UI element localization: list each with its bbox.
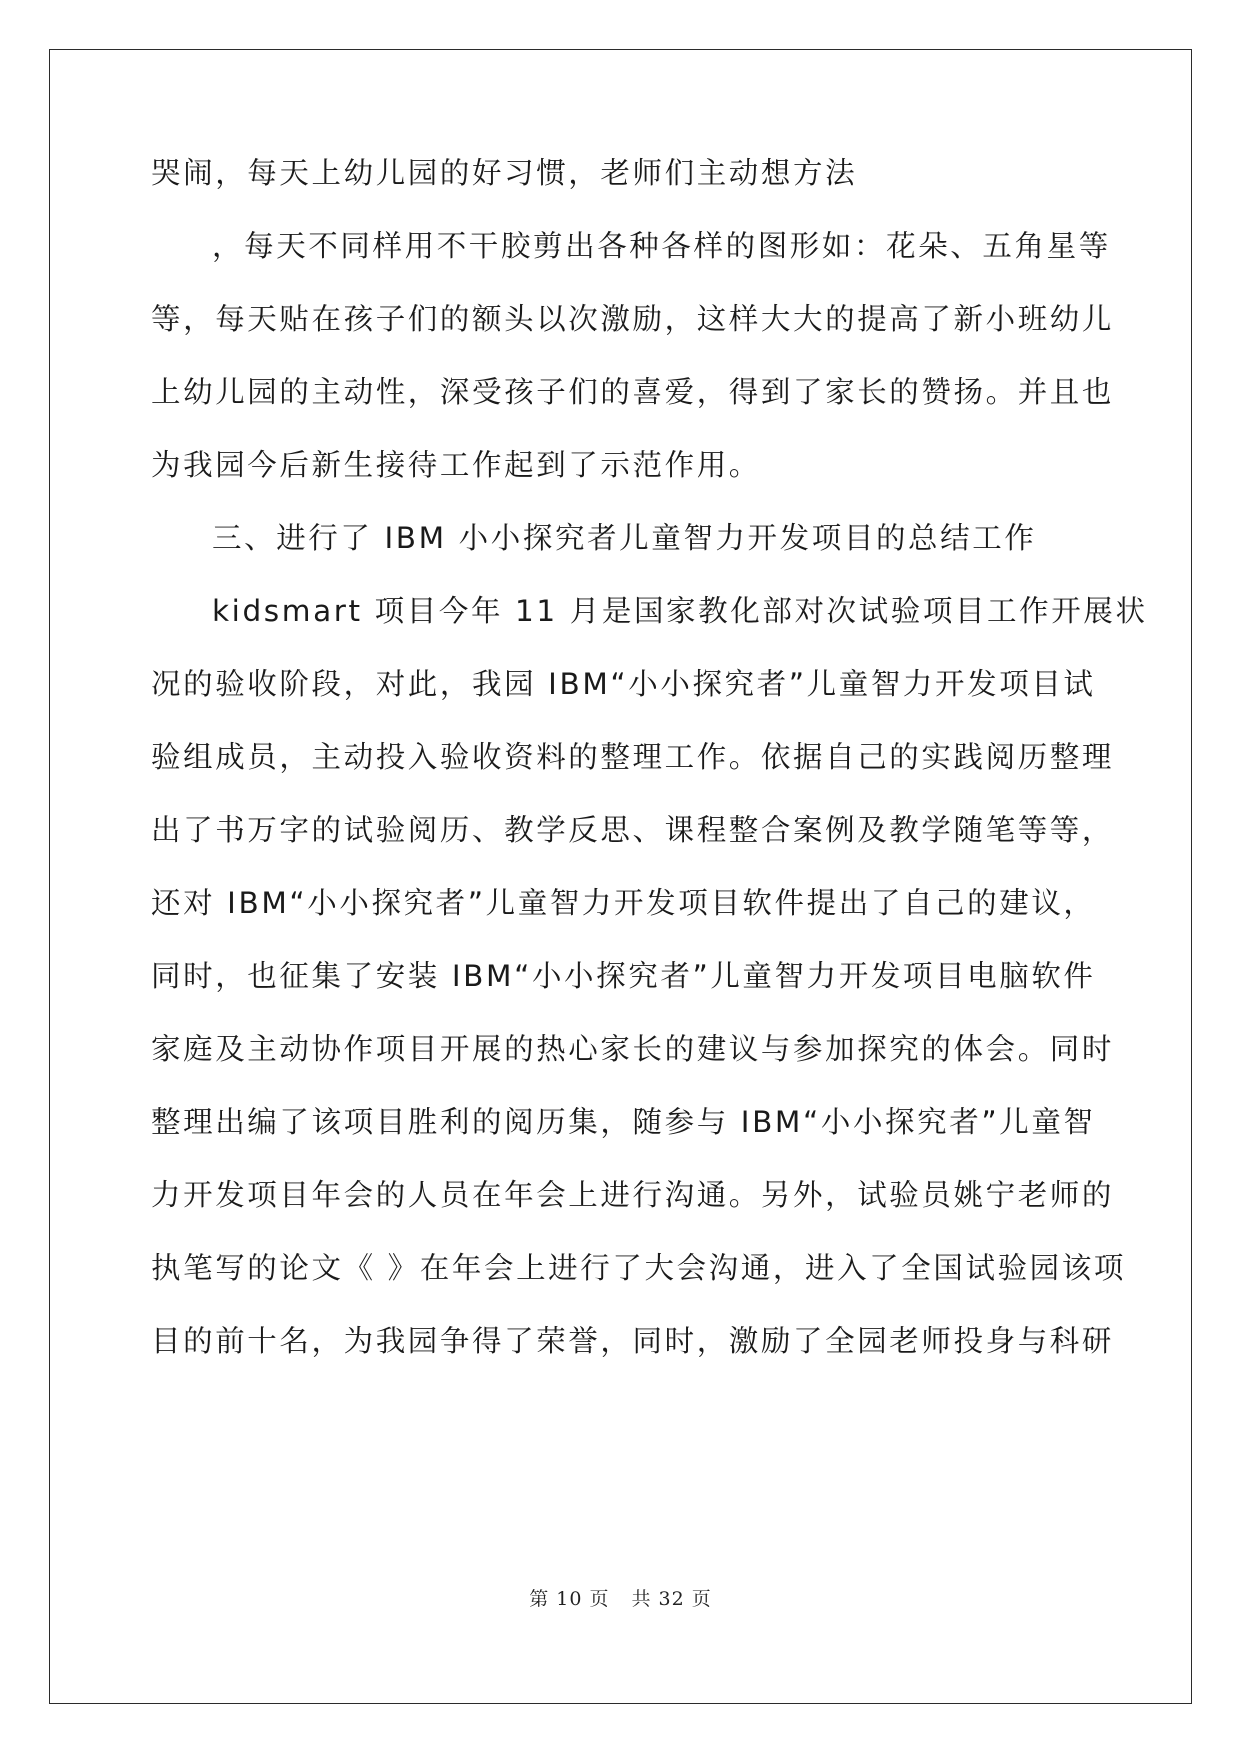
text-line: 执笔写的论文《 》在年会上进行了大会沟通，进入了全国试验园该项 [151,1251,1126,1285]
text-line: 验组成员，主动投入验收资料的整理工作。依据自己的实践阅历整理 [151,740,1115,774]
page-border [49,49,1192,1704]
text-line: 目的前十名，为我园争得了荣誉，同时，激励了全园老师投身与科研 [151,1324,1115,1358]
page-footer [0,1587,1241,1611]
text-line: kidsmart 项目今年 11 月是国家教化部对次试验项目工作开展状 [212,594,1148,628]
text-line: 等，每天贴在孩子们的额头以次激励，这样大大的提高了新小班幼儿 [151,302,1115,336]
page-total: 共 32 页 [631,1588,712,1610]
text-line: 整理出编了该项目胜利的阅历集，随参与 IBM“小小探究者”儿童智 [151,1105,1096,1139]
text-line: ，每天不同样用不干胶剪出各种各样的图形如：花朵、五角星等 [212,229,1111,263]
text-line: 出了书万字的试验阅历、教学反思、课程整合案例及教学随笔等等， [151,813,1115,847]
section-heading: 三、进行了 IBM 小小探究者儿童智力开发项目的总结工作 [212,521,1037,555]
text-line: 为我园今后新生接待工作起到了示范作用。 [151,448,761,482]
text-line: 上幼儿园的主动性，深受孩子们的喜爱，得到了家长的赞扬。并且也 [151,375,1115,409]
page-number: 第 10 页 [529,1588,610,1610]
text-line: 还对 IBM“小小探究者”儿童智力开发项目软件提出了自己的建议， [151,886,1096,920]
text-line: 力开发项目年会的人员在年会上进行沟通。另外，试验员姚宁老师的 [151,1178,1115,1212]
text-line: 家庭及主动协作项目开展的热心家长的建议与参加探究的体会。同时 [151,1032,1115,1066]
text-line: 况的验收阶段，对此，我园 IBM“小小探究者”儿童智力开发项目试 [151,667,1096,701]
text-line: 同时，也征集了安装 IBM“小小探究者”儿童智力开发项目电脑软件 [151,959,1096,993]
text-line: 哭闹，每天上幼儿园的好习惯，老师们主动想方法 [151,156,858,190]
